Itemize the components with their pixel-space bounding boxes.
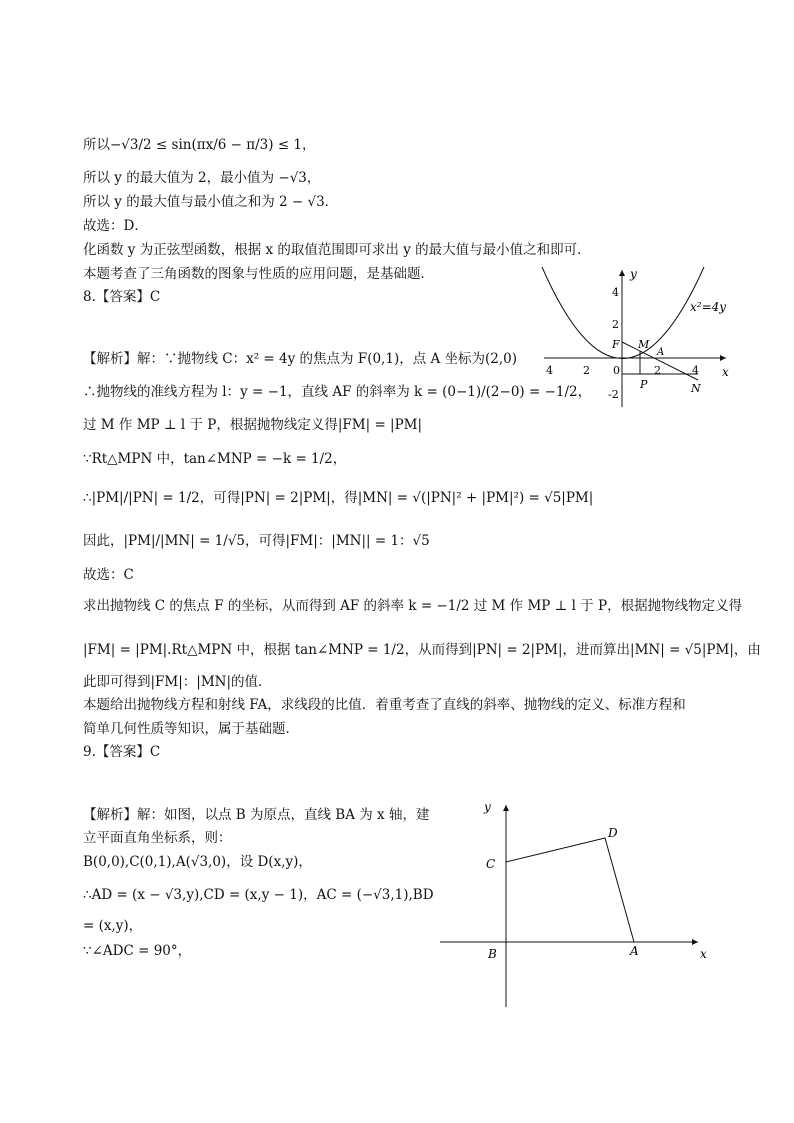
text-line: 化函数 y 为正弦型函数，根据 x 的取值范围即可求出 y 的最大值与最小值之和即可．	[83, 242, 591, 258]
text-line: 立平面直角坐标系，则：	[83, 830, 232, 846]
text-line: |FM| = |PM|.Rt△MPN 中，根据 tan∠MNP = 1/2，从而得到|PN| = 2|PM|，进而算出|MN| = √5|PM|，由	[83, 642, 761, 658]
point-label-m: M	[638, 338, 650, 351]
tick-y: -2	[608, 388, 619, 401]
quadrilateral	[506, 838, 634, 942]
tick-x: 2	[583, 364, 590, 377]
text-line: 所以−√3/2 ≤ sin(πx/6 − π/3) ≤ 1，	[83, 137, 316, 153]
text-line: 过 M 作 MP ⊥ l 于 P，根据抛物线定义得|FM| = |PM|	[83, 417, 423, 433]
text-line: 所以 y 的最大值为 2，最小值为 −√3，	[83, 170, 321, 186]
tick-x: 2	[654, 364, 661, 377]
text-line: 简单几何性质等知识，属于基础题．	[83, 721, 299, 737]
parabola-curve	[542, 267, 704, 359]
text-line: 所以 y 的最大值与最小值之和为 2 − √3．	[83, 194, 339, 210]
point-label-p: P	[640, 378, 648, 391]
quadrilateral-figure	[436, 795, 716, 1010]
text-line: 本题考查了三角函数的图象与性质的应用问题，是基础题．	[83, 266, 434, 282]
text-line: ∴|PM|/|PN| = 1/2，可得|PN| = 2|PM|，得|MN| = √(|PN|² + |PM|²) = √5|PM|	[83, 490, 594, 506]
text-line: ∵Rt△MPN 中，tan∠MNP = −k = 1/2，	[83, 451, 347, 467]
answer-heading: 9.【答案】C	[83, 744, 161, 760]
text-line: 本题给出抛物线方程和射线 FA，求线段的比值．着重考查了直线的斜率、抛物线的定义、标准方程和	[83, 697, 686, 713]
point-label-n: N	[691, 382, 701, 395]
axis-y-label: y	[484, 800, 491, 814]
tick-x: 0	[613, 364, 620, 377]
tick-x: 4	[692, 364, 699, 377]
axis-y-label: y	[630, 267, 637, 281]
text-line: = (x,y)，	[83, 918, 143, 934]
text-line: ∵∠ADC = 90°，	[83, 943, 192, 959]
text-line: 故选：D．	[83, 218, 148, 234]
point-label-c: C	[486, 857, 496, 871]
point-label-d: D	[608, 826, 618, 840]
point-label-b: B	[488, 947, 497, 961]
answer-heading: 8.【答案】C	[83, 289, 161, 305]
tick-y: 4	[612, 286, 619, 299]
text-line: ∴AD = (x − √3,y),CD = (x,y − 1)，AC = (−√3,1),BD	[83, 887, 434, 903]
text-line: 求出抛物线 C 的焦点 F 的坐标，从而得到 AF 的斜率 k = −1/2 过 M 作 MP ⊥ l 于 P，根据抛物线物定义得	[83, 598, 743, 614]
point-label-a: A	[657, 347, 665, 358]
tick-x: 4	[546, 364, 553, 377]
text-line: ∴抛物线的准线方程为 l：y = −1，直线 AF 的斜率为 k = (0−1)/(2−0) = −1/2，	[83, 384, 592, 400]
text-line: 【解析】解：如图，以点 B 为原点，直线 BA 为 x 轴，建	[83, 807, 430, 823]
tick-y: 2	[612, 318, 619, 331]
text-line: 故选：C	[83, 567, 134, 583]
axis-x-label: x	[722, 365, 729, 379]
text-line: 【解析】解：∵抛物线 C：x² = 4y 的焦点为 F(0,1)，点 A 坐标为(2,0)	[83, 351, 518, 367]
text-line: 因此，|PM|/|MN| = 1/√5，可得|FM|：|MN|| = 1：√5	[83, 533, 430, 549]
axis-x-label: x	[700, 947, 707, 961]
curve-label: x²=4y	[690, 300, 727, 314]
parabola-figure	[536, 262, 736, 412]
point-label-f: F	[612, 338, 620, 351]
text-line: B(0,0),C(0,1),A(√3,0)，设 D(x,y)，	[83, 854, 312, 870]
point-label-a: A	[630, 944, 639, 958]
text-line: 此即可得到|FM|：|MN|的值．	[83, 674, 272, 690]
